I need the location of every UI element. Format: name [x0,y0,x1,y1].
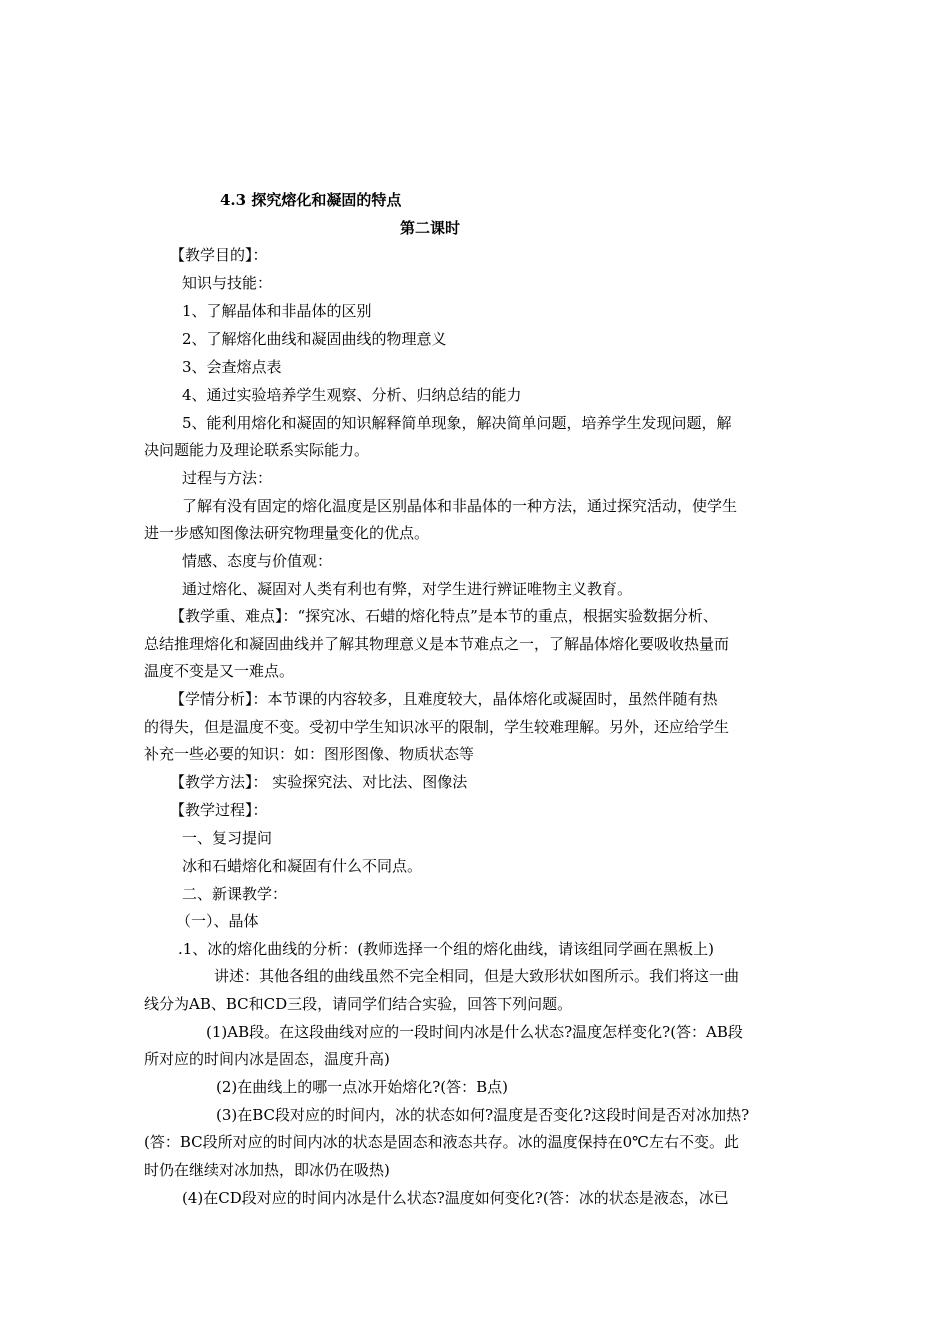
document-subtitle: 第二课时 [400,219,461,237]
text-line: (3)在BC段对应的时间内，冰的状态如何?温度是否变化?这段时间是否对冰加热? [216,1106,750,1124]
text-line: 4、通过实验培养学生观察、分析、归纳总结的能力 [182,386,522,404]
text-line: 冰和石蜡熔化和凝固有什么不同点。 [182,857,423,875]
text-line: .1、冰的熔化曲线的分析：(教师选择一个组的熔化曲线，请该组同学画在黑板上) [178,940,715,958]
text-line: 二、新课教学： [182,885,288,903]
section-heading-key-points: 【教学重、难点】：“探究冰、石蜡的熔化特点”是本节的重点，根据实验数据分析、 [170,607,718,625]
section-heading-process: 【教学过程】： [170,801,268,819]
text-line: (4)在CD段对应的时间内冰是什么状态?温度如何变化?(答：冰的状态是液态，冰已 [182,1189,729,1207]
text-line: 2、了解熔化曲线和凝固曲线的物理意义 [182,330,447,348]
section-heading-methods: 【教学方法】： 实验探究法、对比法、图像法 [170,773,468,791]
text-line: 5、能利用熔化和凝固的知识解释简单现象，解决简单问题，培养学生发现问题，解 [182,414,732,432]
text-line: 过程与方法： [182,469,273,487]
text-line: 总结推理熔化和凝固曲线并了解其物理意义是本节难点之一，了解晶体熔化要吸收热量而 [144,635,730,653]
text-line: 所对应的时间内冰是固态，温度升高) [144,1050,390,1068]
text-line: (2)在曲线上的哪一点冰开始熔化?(答：B点) [216,1078,509,1096]
text-line: (答：BC段所对应的时间内冰的状态是固态和液态共存。冰的温度保持在0℃左右不变。此 [144,1133,739,1151]
text-line: 补充一些必要的知识：如：图形图像、物质状态等 [144,745,475,763]
text-line: 线分为AB、BC和CD三段，请同学们结合实验，回答下列问题。 [144,995,573,1013]
text-line: 决问题能力及理论联系实际能力。 [144,441,370,459]
text-line: 的得失，但是温度不变。受初中学生知识冰平的限制，学生较难理解。另外，还应给学生 [144,718,730,736]
text-line: 知识与技能： [182,274,273,292]
text-line: 讲述：其他各组的曲线虽然不完全相同，但是大致形状如图所示。我们将这一曲 [214,967,740,985]
text-line: 通过熔化、凝固对人类有利也有弊，对学生进行辨证唯物主义教育。 [182,580,633,598]
text-line: 3、会查熔点表 [182,358,282,376]
text-line: (1)AB段。在这段曲线对应的一段时间内冰是什么状态?温度怎样变化?(答：AB段 [206,1023,743,1041]
document-title: 4.3 探究熔化和凝固的特点 [220,191,402,209]
text-line: 了解有没有固定的熔化温度是区别晶体和非晶体的一种方法，通过探究活动，使学生 [182,497,738,515]
text-line: 温度不变是又一难点。 [144,662,295,680]
text-line: 一、复习提问 [182,829,273,847]
text-line: 情感、态度与价值观： [182,552,333,570]
text-line: 时仍在继续对冰加热，即冰仍在吸热) [144,1161,390,1179]
text-line: 1、了解晶体和非晶体的区别 [182,302,372,320]
text-line: （一）、晶体 [176,912,259,930]
section-heading-objectives: 【教学目的】： [170,246,268,264]
text-line: 进一步感知图像法研究物理量变化的优点。 [144,524,430,542]
section-heading-student-analysis: 【学情分析】：本节课的内容较多，且难度较大，晶体熔化或凝固时，虽然伴随有热 [170,690,718,708]
